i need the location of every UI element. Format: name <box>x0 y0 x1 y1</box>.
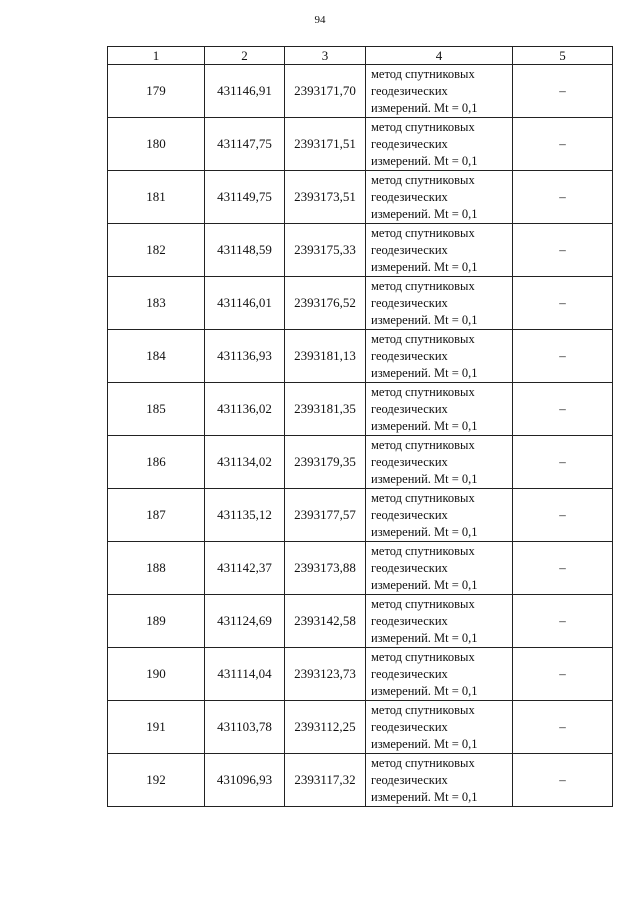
table-row <box>108 330 613 383</box>
method-cell <box>366 171 513 224</box>
x-coordinate-cell: 431135,12 <box>205 489 285 542</box>
table-body <box>108 65 613 807</box>
method-text-line: геодезических <box>371 454 448 469</box>
x-coordinate-cell: 431114,04 <box>205 648 285 701</box>
method-text-line: измерений. Mt = 0,1 <box>371 577 478 592</box>
table-header <box>108 47 613 65</box>
x-coordinate-cell: 431148,59 <box>205 224 285 277</box>
x-coordinate-cell: 431146,01 <box>205 277 285 330</box>
method-cell <box>366 65 513 118</box>
point-number-cell: 182 <box>108 224 205 277</box>
method-cell <box>366 701 513 754</box>
column-5-cell: – <box>513 595 613 648</box>
column-5-cell: – <box>513 118 613 171</box>
method-cell <box>366 595 513 648</box>
column-5-cell: – <box>513 542 613 595</box>
point-number-cell: 190 <box>108 648 205 701</box>
method-text-line: метод спутниковых <box>371 278 475 293</box>
method-cell <box>366 330 513 383</box>
table-row <box>108 701 613 754</box>
y-coordinate-cell: 2393181,13 <box>285 330 366 383</box>
column-5-cell: – <box>513 330 613 383</box>
method-text-line: геодезических <box>371 772 448 787</box>
method-text-line: метод спутниковых <box>371 755 475 770</box>
method-cell <box>366 542 513 595</box>
method-text-line: измерений. Mt = 0,1 <box>371 736 478 751</box>
x-coordinate-cell: 431096,93 <box>205 754 285 807</box>
table-row <box>108 648 613 701</box>
y-coordinate-cell: 2393142,58 <box>285 595 366 648</box>
column-5-cell: – <box>513 224 613 277</box>
method-cell <box>366 648 513 701</box>
x-coordinate-cell: 431136,93 <box>205 330 285 383</box>
x-coordinate-cell: 431103,78 <box>205 701 285 754</box>
table-row <box>108 171 613 224</box>
method-text-line: геодезических <box>371 348 448 363</box>
point-number-cell: 180 <box>108 118 205 171</box>
x-coordinate-cell: 431142,37 <box>205 542 285 595</box>
header-col-2: 2 <box>205 47 285 65</box>
table-row <box>108 118 613 171</box>
table-row <box>108 542 613 595</box>
x-coordinate-cell: 431147,75 <box>205 118 285 171</box>
x-coordinate-cell: 431136,02 <box>205 383 285 436</box>
y-coordinate-cell: 2393176,52 <box>285 277 366 330</box>
method-text-line: измерений. Mt = 0,1 <box>371 100 478 115</box>
column-5-cell: – <box>513 171 613 224</box>
method-text-line: геодезических <box>371 189 448 204</box>
method-text-line: метод спутниковых <box>371 437 475 452</box>
method-text-line: измерений. Mt = 0,1 <box>371 312 478 327</box>
method-text-line: геодезических <box>371 507 448 522</box>
table-row <box>108 436 613 489</box>
method-text-line: геодезических <box>371 83 448 98</box>
x-coordinate-cell: 431146,91 <box>205 65 285 118</box>
x-coordinate-cell: 431134,02 <box>205 436 285 489</box>
method-text-line: метод спутниковых <box>371 384 475 399</box>
column-5-cell: – <box>513 436 613 489</box>
method-text-line: геодезических <box>371 401 448 416</box>
method-cell <box>366 277 513 330</box>
y-coordinate-cell: 2393175,33 <box>285 224 366 277</box>
method-text-line: геодезических <box>371 136 448 151</box>
point-number-cell: 183 <box>108 277 205 330</box>
column-5-cell: – <box>513 754 613 807</box>
table-row <box>108 489 613 542</box>
table-row <box>108 224 613 277</box>
method-text-line: измерений. Mt = 0,1 <box>371 683 478 698</box>
point-number-cell: 188 <box>108 542 205 595</box>
method-text-line: измерений. Mt = 0,1 <box>371 259 478 274</box>
method-text-line: геодезических <box>371 242 448 257</box>
table-row <box>108 277 613 330</box>
page-number: 94 <box>314 14 326 26</box>
y-coordinate-cell: 2393173,51 <box>285 171 366 224</box>
column-5-cell: – <box>513 489 613 542</box>
point-number-cell: 179 <box>108 65 205 118</box>
method-text-line: метод спутниковых <box>371 543 475 558</box>
method-text-line: измерений. Mt = 0,1 <box>371 471 478 486</box>
method-text-line: измерений. Mt = 0,1 <box>371 630 478 645</box>
point-number-cell: 192 <box>108 754 205 807</box>
point-number-cell: 185 <box>108 383 205 436</box>
method-text-line: геодезических <box>371 560 448 575</box>
method-text-line: метод спутниковых <box>371 702 475 717</box>
column-5-cell: – <box>513 701 613 754</box>
method-text-line: геодезических <box>371 613 448 628</box>
method-text-line: метод спутниковых <box>371 172 475 187</box>
method-text-line: метод спутниковых <box>371 596 475 611</box>
column-5-cell: – <box>513 65 613 118</box>
method-text-line: измерений. Mt = 0,1 <box>371 365 478 380</box>
method-cell <box>366 436 513 489</box>
method-text-line: метод спутниковых <box>371 119 475 134</box>
y-coordinate-cell: 2393181,35 <box>285 383 366 436</box>
x-coordinate-cell: 431124,69 <box>205 595 285 648</box>
table-row <box>108 595 613 648</box>
table-row <box>108 383 613 436</box>
method-text-line: измерений. Mt = 0,1 <box>371 524 478 539</box>
coordinates-table <box>107 46 613 807</box>
point-number-cell: 189 <box>108 595 205 648</box>
column-5-cell: – <box>513 648 613 701</box>
method-text-line: измерений. Mt = 0,1 <box>371 418 478 433</box>
method-cell <box>366 118 513 171</box>
column-5-cell: – <box>513 383 613 436</box>
method-text-line: измерений. Mt = 0,1 <box>371 206 478 221</box>
method-cell <box>366 489 513 542</box>
table-row <box>108 754 613 807</box>
header-col-5: 5 <box>513 47 613 65</box>
y-coordinate-cell: 2393171,70 <box>285 65 366 118</box>
header-col-3: 3 <box>285 47 366 65</box>
y-coordinate-cell: 2393117,32 <box>285 754 366 807</box>
method-text-line: геодезических <box>371 666 448 681</box>
point-number-cell: 187 <box>108 489 205 542</box>
method-cell <box>366 754 513 807</box>
method-cell <box>366 383 513 436</box>
method-cell <box>366 224 513 277</box>
y-coordinate-cell: 2393123,73 <box>285 648 366 701</box>
method-text-line: метод спутниковых <box>371 490 475 505</box>
point-number-cell: 181 <box>108 171 205 224</box>
point-number-cell: 191 <box>108 701 205 754</box>
y-coordinate-cell: 2393173,88 <box>285 542 366 595</box>
x-coordinate-cell: 431149,75 <box>205 171 285 224</box>
point-number-cell: 186 <box>108 436 205 489</box>
y-coordinate-cell: 2393179,35 <box>285 436 366 489</box>
method-text-line: геодезических <box>371 295 448 310</box>
y-coordinate-cell: 2393112,25 <box>285 701 366 754</box>
method-text-line: метод спутниковых <box>371 66 475 81</box>
point-number-cell: 184 <box>108 330 205 383</box>
method-text-line: измерений. Mt = 0,1 <box>371 153 478 168</box>
method-text-line: метод спутниковых <box>371 649 475 664</box>
header-col-4: 4 <box>366 47 513 65</box>
method-text-line: геодезических <box>371 719 448 734</box>
y-coordinate-cell: 2393177,57 <box>285 489 366 542</box>
y-coordinate-cell: 2393171,51 <box>285 118 366 171</box>
header-col-1: 1 <box>108 47 205 65</box>
method-text-line: измерений. Mt = 0,1 <box>371 789 478 804</box>
table-row <box>108 65 613 118</box>
header-row <box>108 47 613 65</box>
column-5-cell: – <box>513 277 613 330</box>
method-text-line: метод спутниковых <box>371 225 475 240</box>
method-text-line: метод спутниковых <box>371 331 475 346</box>
